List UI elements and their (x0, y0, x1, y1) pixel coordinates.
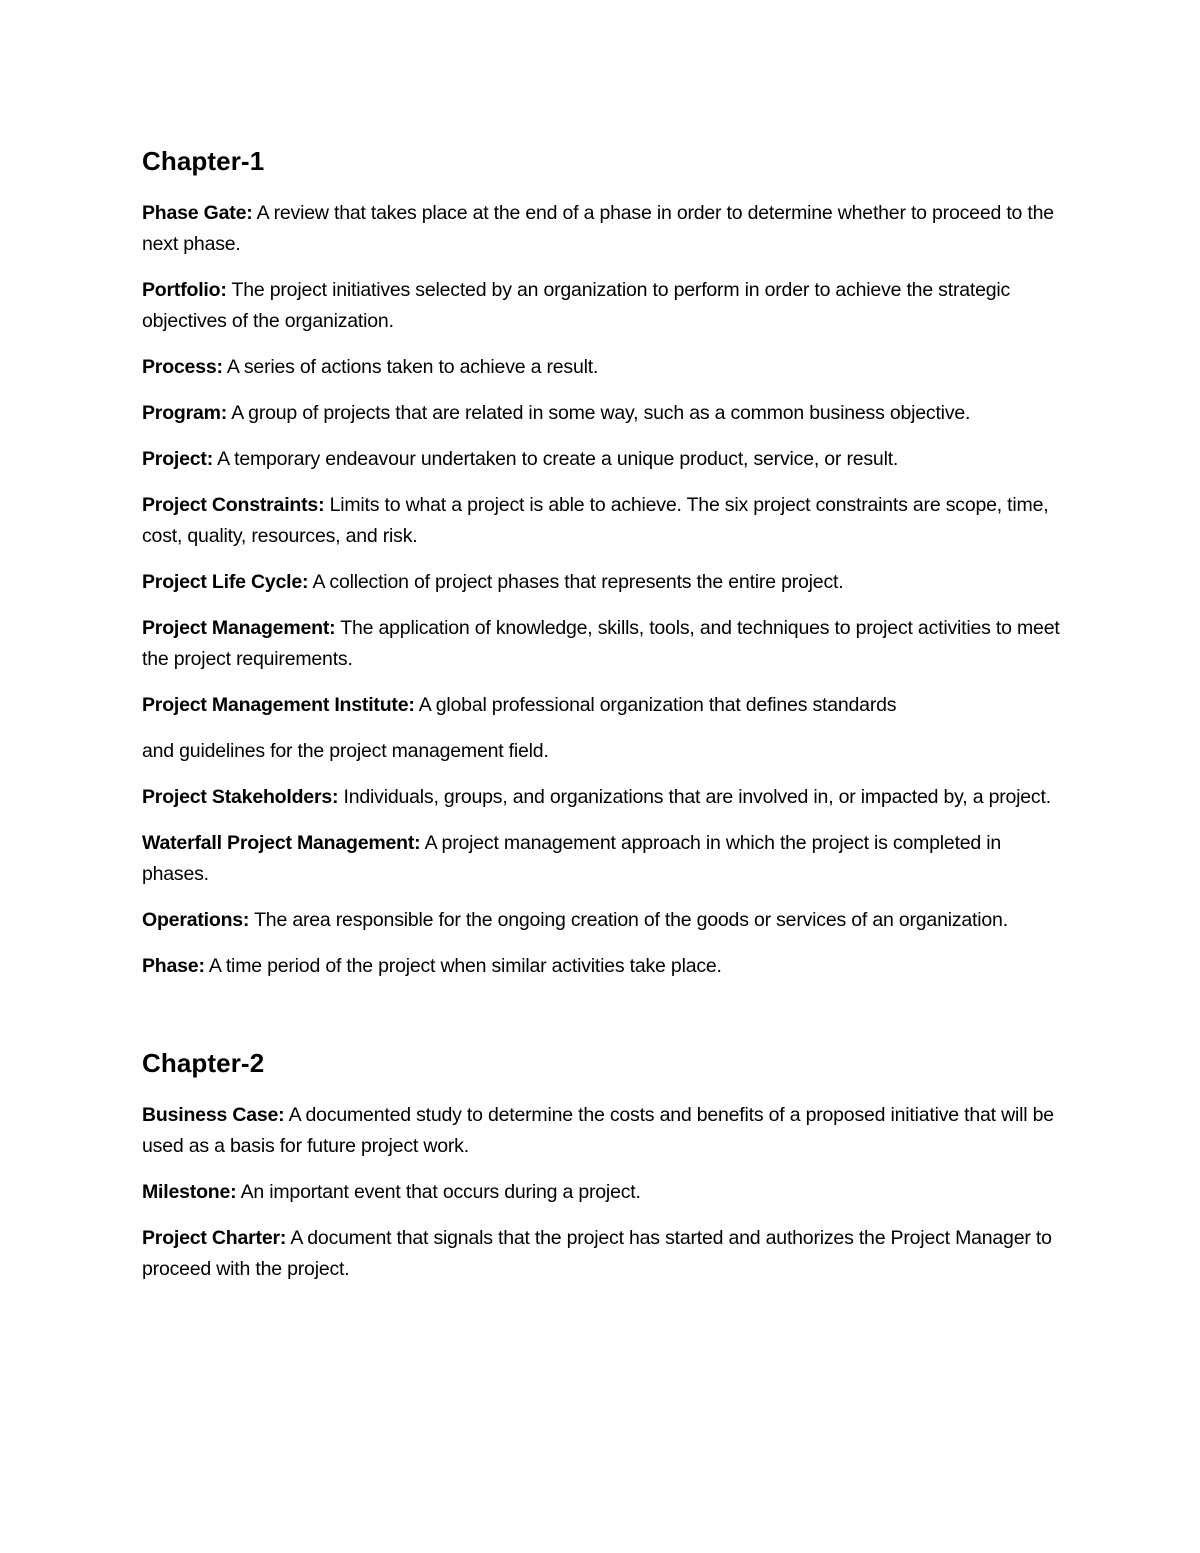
glossary-term: Project Charter: (142, 1227, 287, 1249)
glossary-definition: The application of knowledge, skills, tools, and techniques to project activities to meet the project requirements. (142, 617, 1060, 670)
glossary-term: Project Life Cycle: (142, 571, 309, 593)
glossary-definition: The project initiatives selected by an organization to perform in order to achieve the strategic objectives of the organization. (142, 279, 1011, 332)
glossary-definition: A documented study to determine the costs and benefits of a proposed initiative that will be used as a basis for future project work. (142, 1104, 1054, 1157)
glossary-term: Portfolio: (142, 279, 227, 301)
glossary-entry (142, 198, 1072, 260)
chapter-2-section (142, 1042, 1072, 1285)
glossary-entry (142, 1177, 1072, 1208)
glossary-definition: A collection of project phases that represents the entire project. (308, 571, 844, 593)
glossary-term: Program: (142, 402, 228, 424)
glossary-entry (142, 352, 1072, 383)
glossary-term: Phase Gate: (142, 202, 253, 224)
glossary-entry (142, 1223, 1072, 1285)
glossary-entry (142, 613, 1072, 675)
glossary-definition: A temporary endeavour undertaken to create a unique product, service, or result. (213, 448, 899, 470)
glossary-entry (142, 690, 1072, 721)
glossary-definition: Limits to what a project is able to achieve. The six project constraints are scope, time, cost, quality, resources, and risk. (142, 494, 1049, 547)
glossary-entry (142, 567, 1072, 598)
glossary-term: Project Management Institute: (142, 694, 415, 716)
glossary-term: Phase: (142, 955, 205, 977)
glossary-definition: and guidelines for the project management field. (142, 740, 549, 762)
glossary-definition: A document that signals that the project has started and authorizes the Project Manager to proceed with the project. (142, 1227, 1052, 1280)
glossary-definition: A group of projects that are related in some way, such as a common business objective. (227, 402, 971, 424)
chapter-1-heading: Chapter-1 (142, 146, 265, 176)
document-content (142, 140, 1072, 1300)
glossary-entry (142, 828, 1072, 890)
glossary-entry (142, 782, 1072, 813)
glossary-term: Operations: (142, 909, 250, 931)
glossary-entry (142, 490, 1072, 552)
glossary-definition: A time period of the project when similar activities take place. (204, 955, 722, 977)
glossary-entry (142, 398, 1072, 429)
glossary-term: Project: (142, 448, 214, 470)
glossary-term: Project Management: (142, 617, 336, 639)
glossary-entry (142, 905, 1072, 936)
glossary-definition: A review that takes place at the end of a phase in order to determine whether to proceed to the next phase. (142, 202, 1054, 255)
glossary-definition: A global professional organization that defines standards (414, 694, 897, 716)
glossary-definition: The area responsible for the ongoing creation of the goods or services of an organization. (249, 909, 1008, 931)
glossary-definition: An important event that occurs during a project. (236, 1181, 641, 1203)
glossary-term: Project Constraints: (142, 494, 325, 516)
glossary-entry (142, 275, 1072, 337)
glossary-definition: Individuals, groups, and organizations that are involved in, or impacted by, a project. (338, 786, 1051, 808)
glossary-entry-continuation (142, 736, 1072, 767)
chapter-2-heading: Chapter-2 (142, 1048, 265, 1078)
glossary-entry (142, 951, 1072, 982)
glossary-term: Business Case: (142, 1104, 285, 1126)
glossary-definition: A project management approach in which the project is completed in phases. (142, 832, 1002, 885)
glossary-term: Process: (142, 356, 223, 378)
chapter-1-section (142, 140, 1072, 982)
glossary-term: Milestone: (142, 1181, 237, 1203)
glossary-term: Waterfall Project Management: (142, 832, 421, 854)
glossary-entry (142, 444, 1072, 475)
glossary-entry (142, 1100, 1072, 1162)
glossary-definition: A series of actions taken to achieve a result. (222, 356, 599, 378)
glossary-term: Project Stakeholders: (142, 786, 339, 808)
